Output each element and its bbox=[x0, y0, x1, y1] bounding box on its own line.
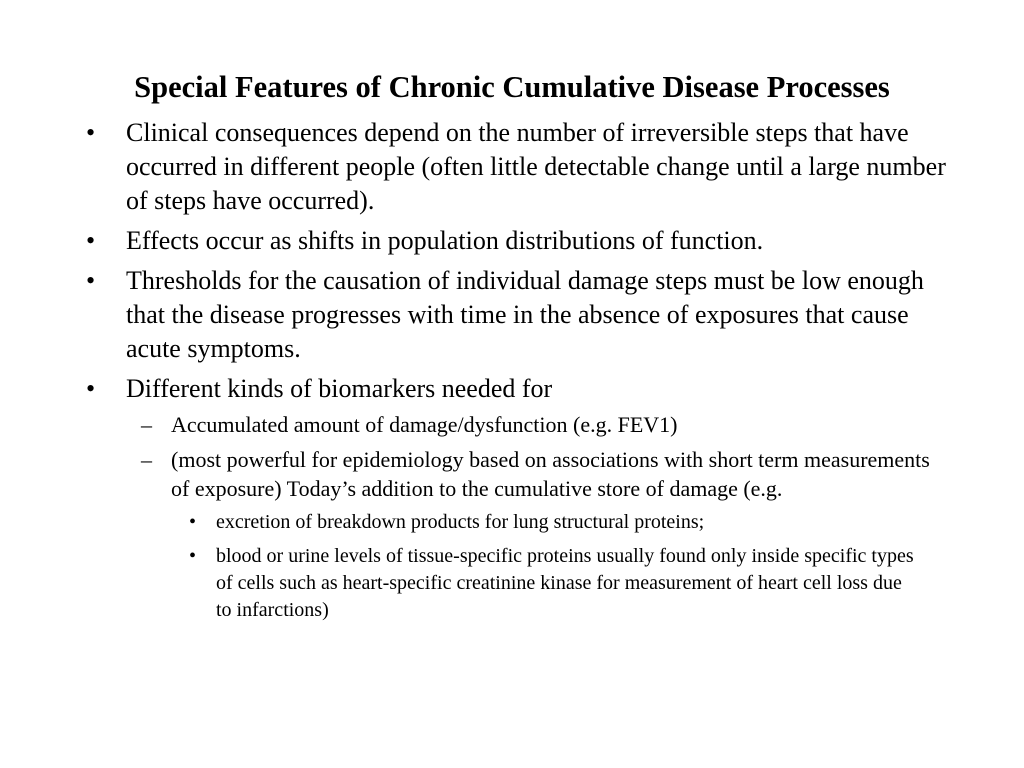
bullet-text: Effects occur as shifts in population distributions of function. bbox=[126, 226, 764, 255]
sub-bullet-item bbox=[126, 410, 941, 439]
bullet-list bbox=[86, 116, 986, 631]
sub-sub-bullet-item bbox=[171, 509, 916, 536]
bullet-marker: • bbox=[189, 545, 197, 567]
dash-marker: – bbox=[141, 447, 152, 472]
bullet-text: Clinical consequences depend on the number of irreversible steps that have occurred in different people (often little detectable change until a large number of steps have occurred). bbox=[126, 118, 946, 215]
bullet-item bbox=[86, 372, 956, 624]
sub-bullet-text: (most powerful for epidemiology based on associations with short term measurements of exposure) Today’s addition to the cumulative store of damage (e.g. bbox=[171, 447, 930, 501]
sub-bullet-list bbox=[126, 410, 956, 624]
sub-sub-bullet-text: excretion of breakdown products for lung structural proteins; bbox=[216, 511, 705, 533]
bullet-item bbox=[86, 264, 956, 366]
sub-bullet-text: Accumulated amount of damage/dysfunction (e.g. FEV1) bbox=[171, 412, 678, 437]
bullet-marker: • bbox=[86, 118, 96, 147]
bullet-item bbox=[86, 224, 956, 258]
dash-marker: – bbox=[141, 412, 152, 437]
sub-sub-bullet-list bbox=[171, 509, 941, 624]
bullet-text: Different kinds of biomarkers needed for bbox=[126, 374, 553, 403]
sub-sub-bullet-text: blood or urine levels of tissue-specific proteins usually found only inside specific types of cells such as heart-specific creatinine kinase for measurement of heart cell loss due to infarctions) bbox=[216, 545, 914, 621]
sub-bullet-item bbox=[126, 445, 941, 624]
bullet-text: Thresholds for the causation of individual damage steps must be low enough that the disease progresses with time in the absence of exposures that cause acute symptoms. bbox=[126, 266, 924, 363]
bullet-marker: • bbox=[86, 266, 96, 295]
bullet-marker: • bbox=[86, 226, 96, 255]
slide-title: Special Features of Chronic Cumulative Disease Processes bbox=[134, 70, 890, 104]
bullet-item bbox=[86, 116, 956, 218]
bullet-marker: • bbox=[189, 511, 197, 533]
bullet-marker: • bbox=[86, 374, 96, 403]
sub-sub-bullet-item bbox=[171, 543, 916, 624]
